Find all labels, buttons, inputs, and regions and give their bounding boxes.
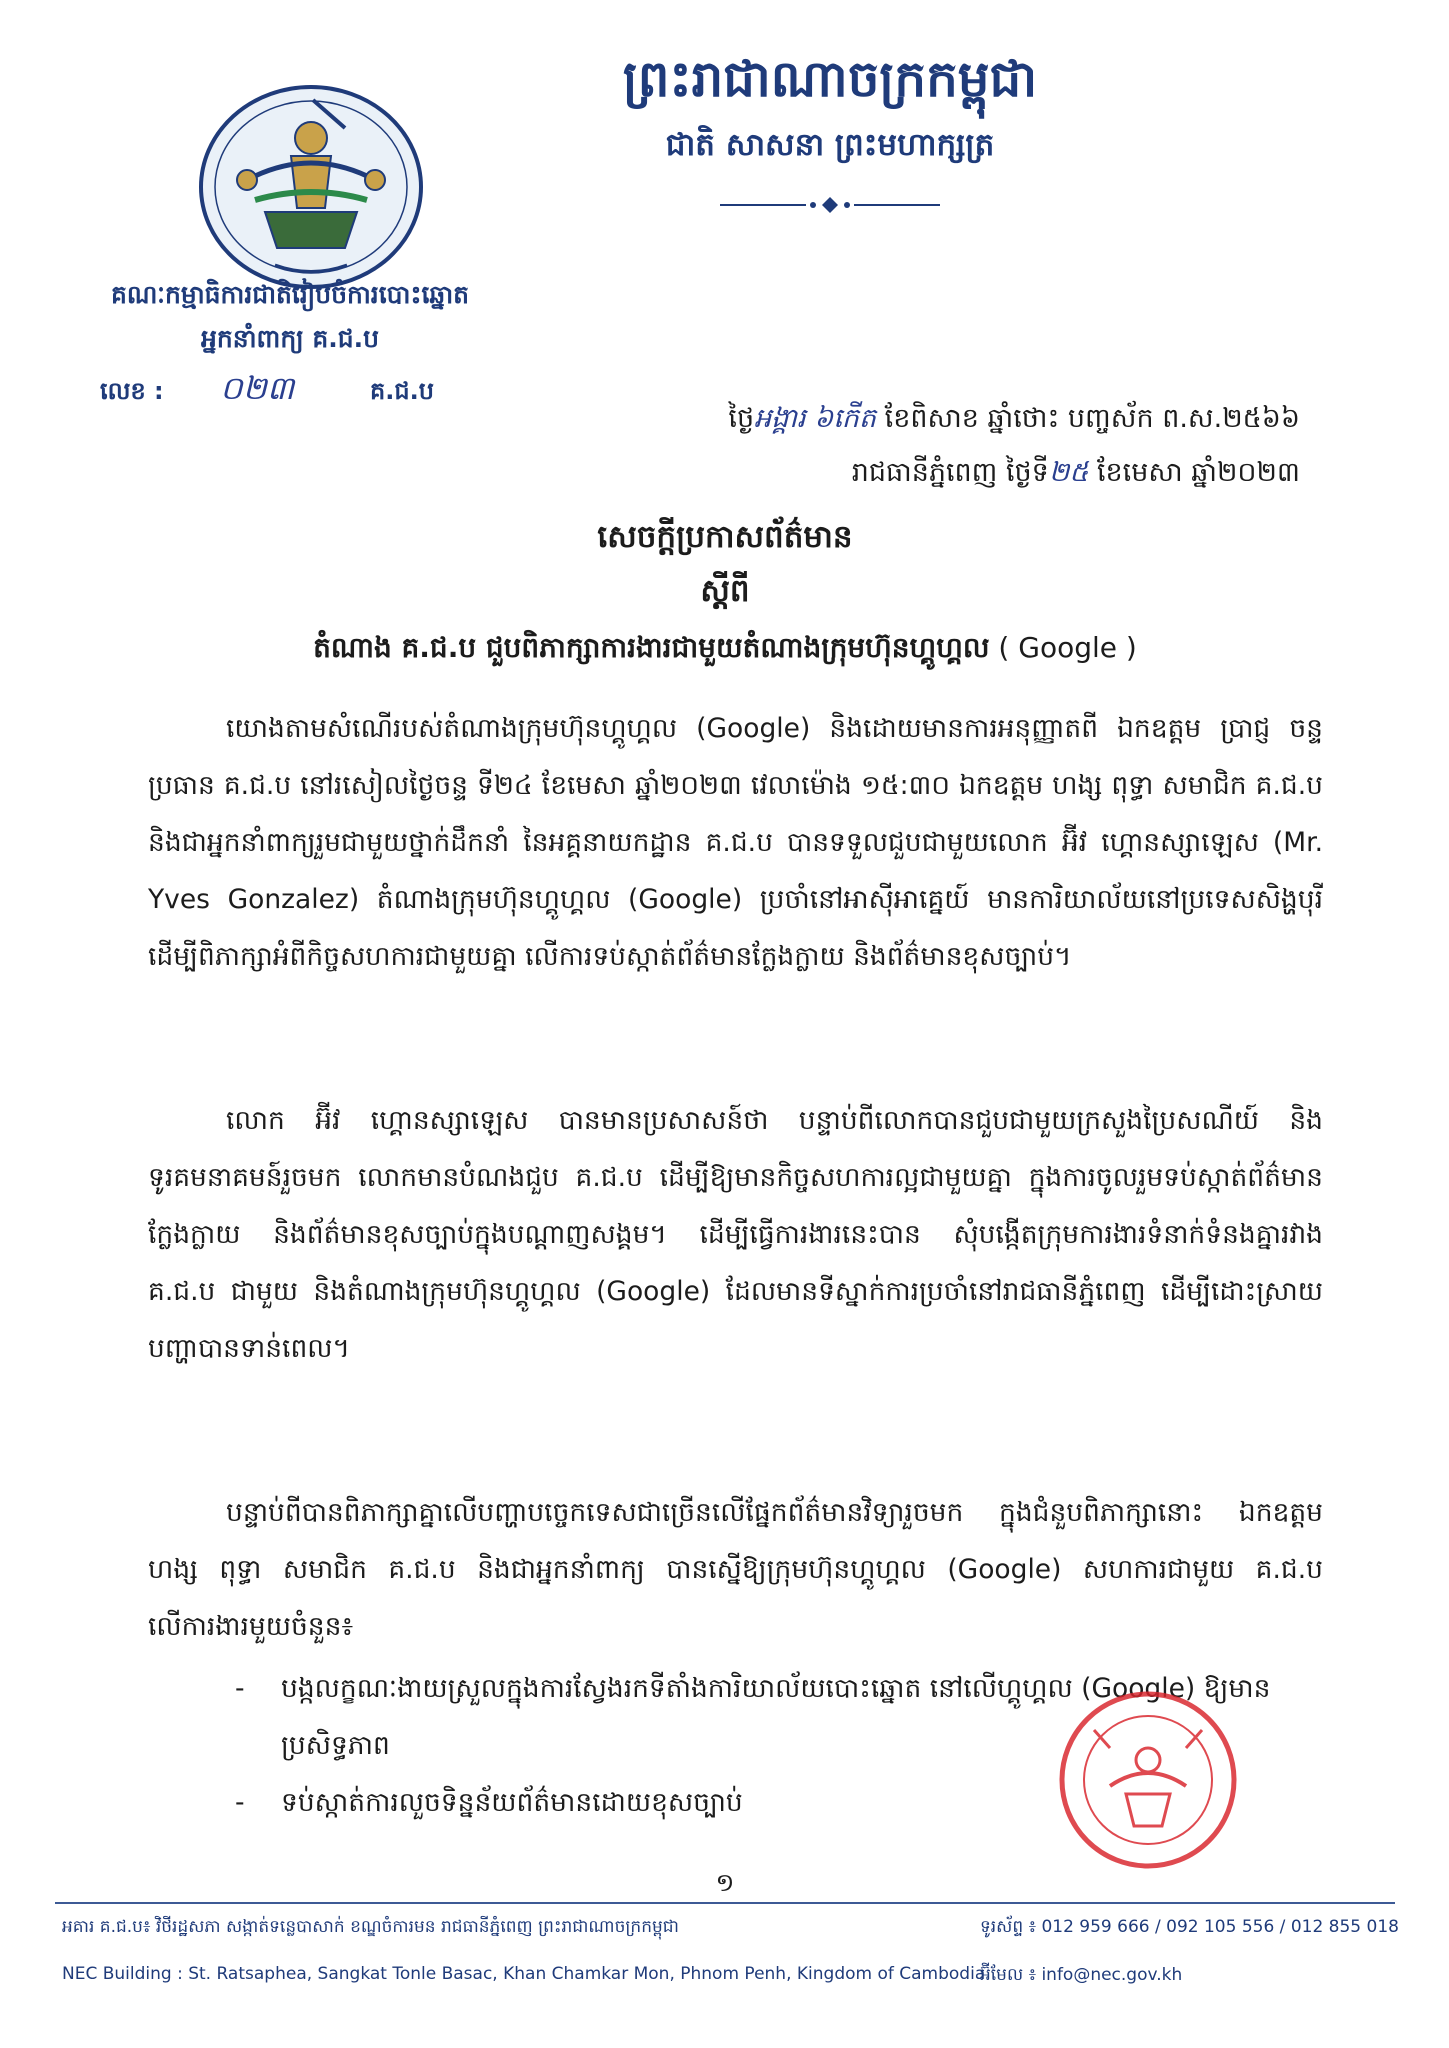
- solar-date-suffix: ខែមេសា ឆ្នាំ២០២៣: [1088, 457, 1300, 488]
- list-item: - បង្កលក្ខណៈងាយស្រួលក្នុងការស្វែងរកទីតាំងការិយាល័យបោះឆ្នោត នៅលើហ្គូហ្គល (Google) ឱ្យមានប្រសិទ្ធភាព: [235, 1673, 1271, 1761]
- lunar-date-suffix: ខែពិសាខ ឆ្នាំថោះ បញ្ចស័ក ព.ស.២៥៦៦: [876, 403, 1300, 434]
- lunar-date: [580, 402, 1300, 441]
- paragraph-3-text: បន្ទាប់ពីបានពិភាក្សាគ្នាលើបញ្ហាបច្ចេកទេសជាច្រើនលើផ្នែកព័ត៌មានវិទ្យារួចមក ក្នុងជំនួបពិភាក្សានោះ ឯកឧត្តម ហង្ស ពុទ្ធា សមាជិក គ.ជ.ប និងជាអ្នកនាំពាក្យ បានស្នើឱ្យក្រុមហ៊ុនហ្គូហ្គល (Google) សហការជាមួយ គ.ជ.ប លើការងារមួយចំនួន៖: [148, 1497, 1323, 1642]
- footer-phone: ទូរស័ព្ទ ៖ 012 959 666 / 092 105 556 / 012 855 018: [980, 1917, 1399, 1937]
- document-subtitle: ស្ដីពី: [700, 573, 750, 609]
- list-item-text: ទប់ស្កាត់ការលួចទិន្នន័យព័ត៌មានដោយខុសច្បាប់: [281, 1787, 743, 1818]
- organization-spokesperson: អ្នកនាំពាក្យ គ.ជ.ប: [201, 324, 379, 353]
- solar-date: [580, 456, 1300, 495]
- kingdom-title: ព្រះរាជាណាចក្រកម្ពុជា: [622, 50, 1038, 108]
- document-topic: [150, 630, 1300, 671]
- solar-date-prefix: រាជធានីភ្នំពេញ ថ្ងៃទី: [851, 457, 1049, 488]
- page-number: ១: [715, 1868, 735, 1897]
- reference-label: លេខ :: [100, 377, 164, 405]
- topic-suffix: ( Google ): [989, 631, 1137, 664]
- list-item-text: បង្កលក្ខណៈងាយស្រួលក្នុងការស្វែងរកទីតាំងការិយាល័យបោះឆ្នោត នៅលើហ្គូហ្គល (Google) ឱ្យមានប្រសិទ្ធភាព: [281, 1673, 1271, 1761]
- national-motto: ជាតិ សាសនា ព្រះមហាក្សត្រ: [665, 127, 995, 163]
- footer-address-en: NEC Building : St. Ratsaphea, Sangkat Tonle Basac, Khan Chamkar Mon, Phnom Penh, Kingdom of Cambodia: [62, 1964, 986, 1984]
- ornament-divider: [720, 194, 940, 216]
- paragraph-3: [148, 1484, 1323, 1655]
- lunar-date-prefix: ថ្ងៃ: [728, 403, 755, 434]
- topic-text: តំណាង គ.ជ.ប ជួបពិភាក្សាការងារជាមួយតំណាងក្រុមហ៊ុនហ្គូហ្គល: [313, 631, 990, 664]
- solar-date-handwritten: ២៥: [1048, 457, 1089, 488]
- paragraph-2-text: លោក អ៊ីវ ហ្គោនស្សាឡេស បានមានប្រសាសន៍ថា បន្ទាប់ពីលោកបានជួបជាមួយក្រសួងប្រៃសណីយ៍ និងទូរគមនាគមន៍រួចមក លោកមានបំណងជួប គ.ជ.ប ដើម្បីឱ្យមានកិច្ចសហការល្អជាមួយគ្នា ក្នុងការចូលរួមទប់ស្កាត់ព័ត៌មានក្លែងក្លាយ និងព័ត៌មានខុសច្បាប់ក្នុងបណ្ដាញសង្គម។ ដើម្បីធ្វើការងារនេះបាន សុំបង្កើតក្រុមការងារទំនាក់ទំនងគ្នារវាង គ.ជ.ប ជាមួយ និងតំណាងក្រុមហ៊ុនហ្គូហ្គល (Google) ដែលមានទីស្នាក់ការប្រចាំនៅរាជធានីភ្នំពេញ ដើម្បីដោះស្រាយបញ្ហាបានទាន់ពេល។: [148, 1105, 1323, 1364]
- paragraph-1-text: យោងតាមសំណើរបស់តំណាងក្រុមហ៊ុនហ្គូហ្គល (Google) និងដោយមានការអនុញ្ញាតពី ឯកឧត្តម ប្រាជ្ញ ចន្ទ ប្រធាន គ.ជ.ប នៅរសៀលថ្ងៃចន្ទ ទី២៤ ខែមេសា ឆ្នាំ២០២៣ វេលាម៉ោង ១៥:៣០ ឯកឧត្តម ហង្ស ពុទ្ធា សមាជិក គ.ជ.ប និងជាអ្នកនាំពាក្យរួមជាមួយថ្នាក់ដឹកនាំ នៃអគ្គនាយកដ្ឋាន គ.ជ.ប បានទទួលជួបជាមួយលោក អ៊ីវ ហ្គោនស្សាឡេស (Mr. Yves Gonzalez) តំណាងក្រុមហ៊ុនហ្គូហ្គល (Google) ប្រចាំនៅអាស៊ីអាគ្នេយ៍ មានការិយាល័យនៅប្រទេសសិង្ហបុរី ដើម្បីពិភាក្សាអំពីកិច្ចសហការជាមួយគ្នា លើការទប់ស្កាត់ព័ត៌មានក្លែងក្លាយ និងព័ត៌មានខុសច្បាប់។: [148, 713, 1323, 972]
- paragraph-1: [148, 700, 1323, 985]
- paragraph-2: [148, 1092, 1323, 1377]
- organization-name: គណៈកម្មាធិការជាតិរៀបចំការបោះឆ្នោត: [110, 280, 470, 309]
- reference-number: ០២៣: [220, 369, 295, 407]
- footer-address-kh: អគារ គ.ជ.ប៖ វិថីរដ្ឋសភា សង្កាត់ទន្លេបាសាក់ ខណ្ឌចំការមន រាជធានីភ្នំពេញ ព្រះរាជាណាចក្រកម្ពុជា: [62, 1917, 679, 1937]
- nec-emblem-logo: [195, 80, 427, 295]
- lunar-date-handwritten: អង្គារ ៦កើត: [754, 403, 877, 434]
- footer-email: អ៊ីមែល ៖ info@nec.gov.kh: [980, 1965, 1183, 1985]
- reference-org: គ.ជ.ប: [370, 377, 434, 405]
- official-seal-stamp: [998, 1690, 1298, 1870]
- list-item: - ទប់ស្កាត់ការលួចទិន្នន័យព័ត៌មានដោយខុសច្បាប់: [235, 1787, 743, 1818]
- reference-number-row: [100, 369, 520, 416]
- footer-divider: [55, 1902, 1395, 1904]
- document-title: សេចក្ដីប្រកាសព័ត៌មាន: [597, 519, 853, 555]
